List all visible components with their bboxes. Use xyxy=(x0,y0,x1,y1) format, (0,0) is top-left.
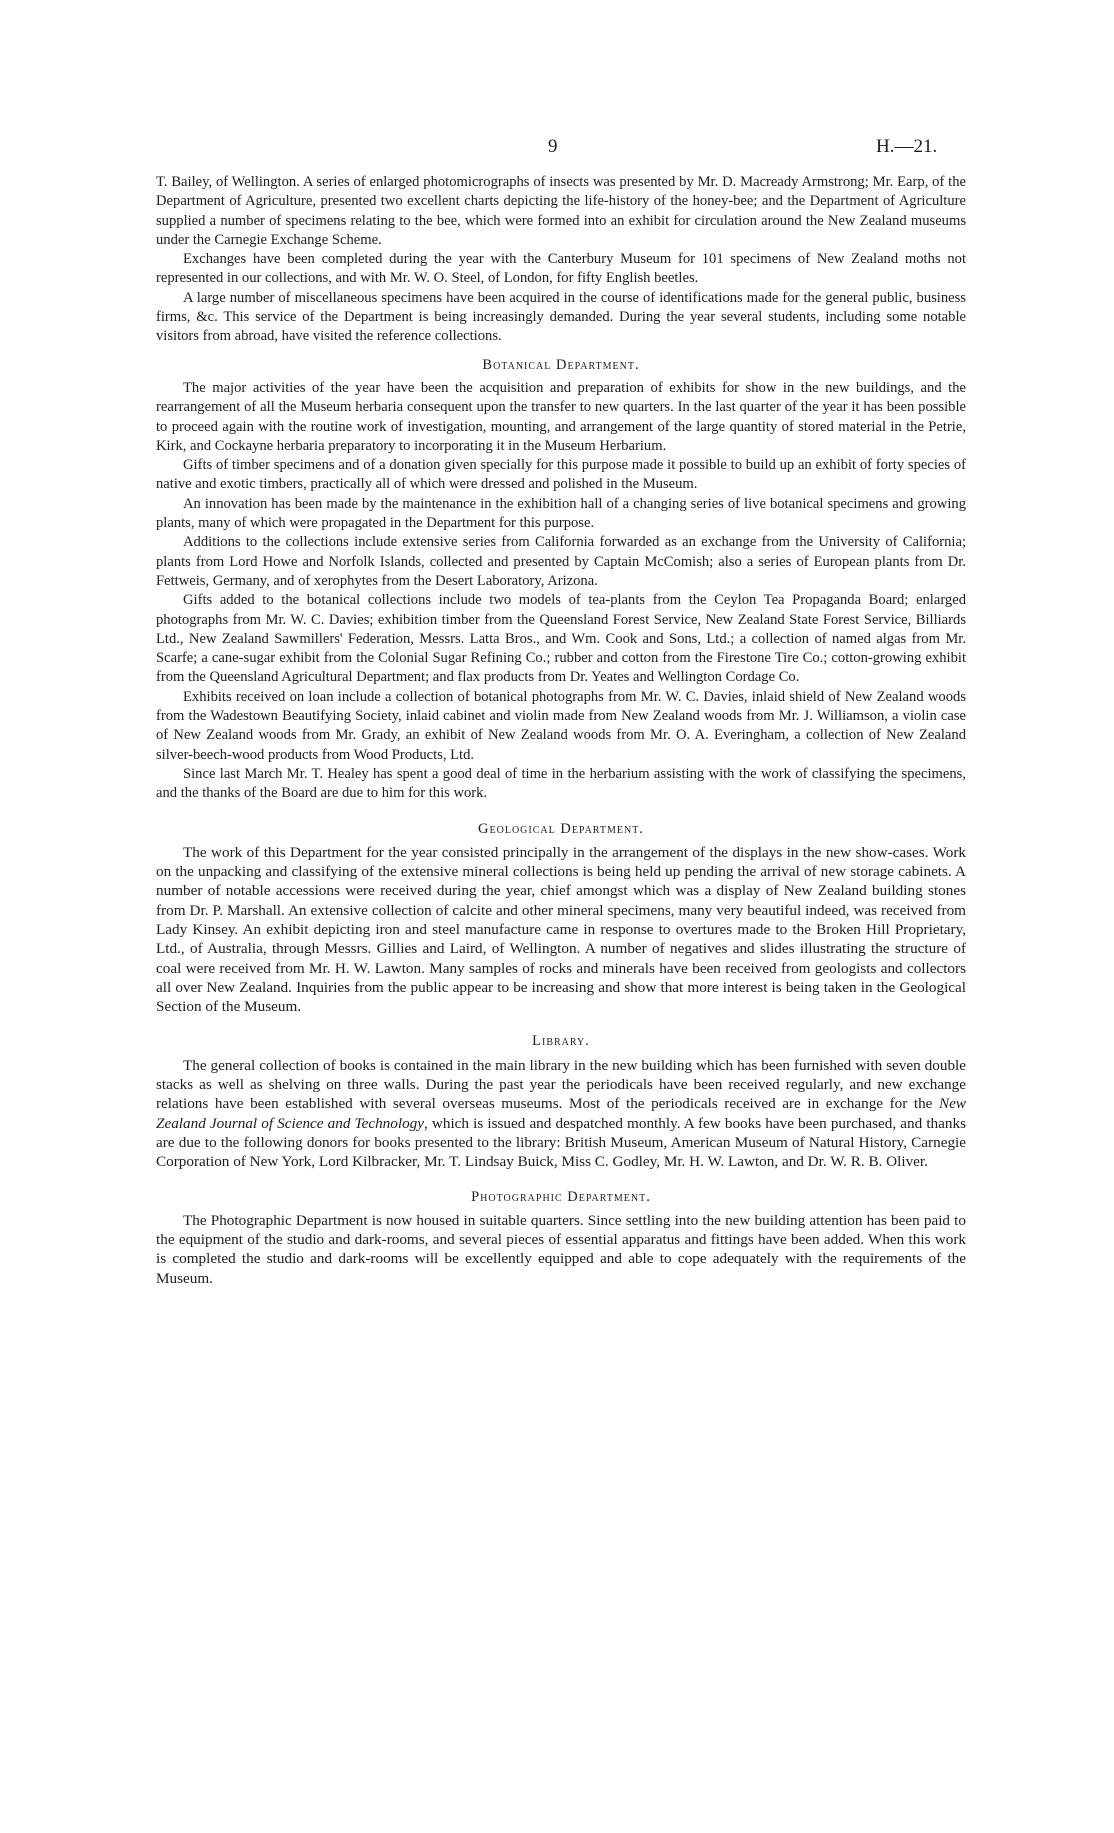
section-heading-geological: Geological Department. xyxy=(478,820,644,837)
entomology-paragraph: Exchanges have been completed during the year with the Canterbury Museum for 101 specimens of New Zealand moths not represented in our collections, and with Mr. W. O. Steel, of London, for fifty English beetles. xyxy=(156,251,966,287)
entomology-paragraph: T. Bailey, of Wellington. A series of enlarged photomicrographs of insects was presented by Mr. D. Macready Armstrong; Mr. Earp, of the Department of Agriculture, presented two excellent charts depicting the life-history of the honey-bee; and the Department of Agriculture supplied a number of specimens relating to the bee, which were formed into an exhibit for circulation around the New Zealand museums under the Carnegie Exchange Scheme. xyxy=(156,174,966,248)
library-paragraph xyxy=(156,1056,966,1172)
botanical-paragraph: Gifts added to the botanical collections include two models of tea-plants from the Ceylon Tea Propaganda Board; enlarged photographs from Mr. W. C. Davies; exhibition timber from the Queensland Forest Service, New Zealand State Forest Service, Billiards Ltd., New Zealand Sawmillers' Federation, Messrs. Latta Bros., and Wm. Cook and Sons, Ltd.; a collection of named algas from Mr. Scarfe; a cane-sugar exhibit from the Colonial Sugar Refining Co.; rubber and cotton from the Firestone Tire Co.; cotton-growing exhibit from the Queensland Agricultural Department; and flax products from Dr. Yeates and Wellington Cordage Co. xyxy=(156,592,966,686)
library-text-start: The general collection of books is contained in the main library in the new building which has been furnished with seven double stacks as well as shelving on three walls. During the past year the periodicals have been received regularly, and new exchange relations have been established with several overseas museums. Most of the periodicals received are in exchange for the xyxy=(156,1056,966,1113)
document-code: H.—21. xyxy=(876,136,938,157)
botanical-paragraph: Additions to the collections include extensive series from California forwarded as an exchange from the University of California; plants from Lord Howe and Norfolk Islands, collected and presented by Captain McComish; also a series of European plants from Dr. Fettweis, Germany, and of xerophytes from the Desert Laboratory, Arizona. xyxy=(156,534,966,589)
botanical-paragraph: Exhibits received on loan include a collection of botanical photographs from Mr. W. C. Davies, inlaid shield of New Zealand woods from the Wadestown Beautifying Society, inlaid cabinet and violin made from New Zealand woods from Mr. J. Williamson, a violin case of New Zealand woods from Mr. Grady, an exhibit of New Zealand woods from Mr. O. A. Everingham, a collection of New Zealand silver-beech-wood products from Wood Products, Ltd. xyxy=(156,688,966,763)
geological-paragraph: The work of this Department for the year consisted principally in the arrangement of the displays in the new show-cases. Work on the unpacking and classifying of the extensive mineral collections is being held up pending the arrival of new storage cabinets. A number of notable accessions were received during the year, chief amongst which was a display of New Zealand building stones from Dr. P. Marshall. An extensive collection of calcite and other mineral specimens, many very beautiful indeed, was received from Lady Kinsey. An exhibit depicting iron and steel manufacture came in response to overtures made to the Broken Hill Proprietary, Ltd., of Australia, through Messrs. Gillies and Laird, of Wellington. A number of negatives and slides illustrating the structure of coal were received from Mr. H. W. Lawton. Many samples of rocks and minerals have been received from geologists and collectors all over New Zealand. Inquiries from the public appear to be increasing and show that more interest is being taken in the Geological Section of the Museum. xyxy=(156,843,966,1016)
botanical-paragraph: The major activities of the year have been the acquisition and preparation of exhibits for show in the new buildings, and the rearrangement of all the Museum herbaria consequent upon the transfer to new quarters. In the last quarter of the year it has been possible to proceed again with the routine work of investigation, mounting, and arrangement of the large quantity of stored material in the Petrie, Kirk, and Cockayne herbaria preparatory to incorporating it in the Museum Herbarium. xyxy=(156,379,966,454)
botanical-paragraph: An innovation has been made by the maintenance in the exhibition hall of a changing series of live botanical specimens and growing plants, many of which were propagated in the Department for this purpose. xyxy=(156,495,966,532)
entomology-paragraph: A large number of miscellaneous specimens have been acquired in the course of identifications made for the general public, business firms, &c. This service of the Department is being increasingly demanded. During the year several students, including some notable visitors from abroad, have visited the reference collections. xyxy=(156,289,966,345)
section-heading-photographic: Photographic Department. xyxy=(471,1188,651,1205)
botanical-paragraph: Since last March Mr. T. Healey has spent a good deal of time in the herbarium assisting with the work of classifying the specimens, and the thanks of the Board are due to him for this work. xyxy=(156,765,966,802)
library-text-end: , which is issued and despatched monthly. A few books have been purchased, and thanks are due to the following donors for books presented to the library: British Museum, American Museum of Natural History, Carnegie Corporation of New York, Lord Kilbracker, Mr. T. Lindsay Buick, Miss C. Godley, Mr. H. W. Lawton, and Dr. W. R. B. Oliver. xyxy=(156,1114,966,1171)
document-body xyxy=(156,173,966,1288)
journal-title: New Zealand Journal of Science and Technology xyxy=(156,1095,966,1132)
section-heading-library: Library. xyxy=(532,1033,590,1050)
photographic-paragraph: The Photographic Department is now housed in suitable quarters. Since settling into the new building attention has been paid to the equipment of the studio and dark-rooms, and several pieces of essential apparatus and fittings have been added. When this work is completed the studio and dark-rooms will be excellently equipped and able to cope adequately with the requirements of the Museum. xyxy=(156,1211,966,1287)
section-heading-botanical: Botanical Department. xyxy=(482,356,640,373)
page-number: 9 xyxy=(548,136,558,157)
botanical-paragraph: Gifts of timber specimens and of a donation given specially for this purpose made it possible to build up an exhibit of forty species of native and exotic timbers, practically all of which were dressed and polished in the Museum. xyxy=(156,457,966,493)
